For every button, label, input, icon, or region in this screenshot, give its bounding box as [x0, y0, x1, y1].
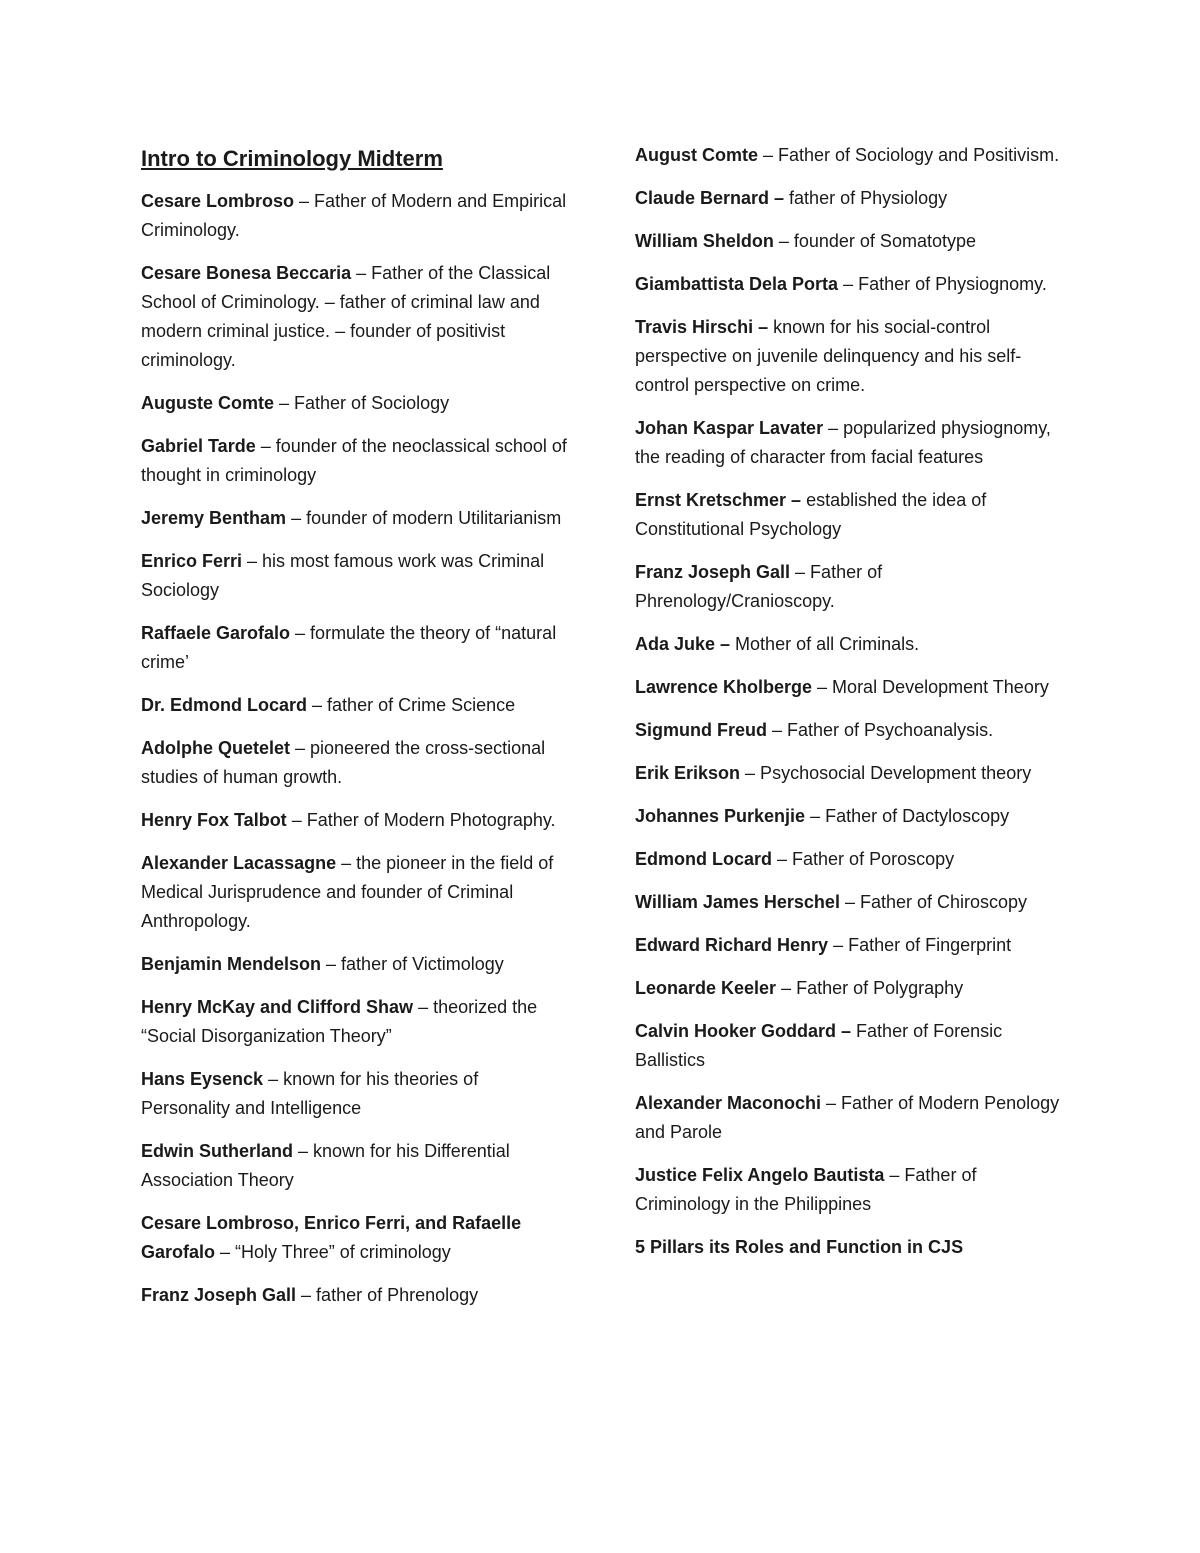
entry-description: – known for his Differential Association Theory — [141, 1141, 510, 1190]
entry-name: Franz Joseph Gall — [141, 1285, 297, 1305]
entry-description: Mother of all Criminals. — [730, 634, 920, 654]
entry-description: – founder of modern Utilitarianism — [286, 508, 562, 528]
entry-description: – pioneered the cross-sectional studies of human growth. — [141, 738, 546, 787]
entry — [141, 389, 571, 418]
entry-name: Franz Joseph Gall — [635, 562, 791, 582]
entry — [635, 630, 1065, 659]
entry-description: – founder of the neoclassical school of thought in criminology — [141, 436, 567, 485]
entry-name: Lawrence Kholberge — [635, 677, 813, 697]
entry-description: – Father of Dactyloscopy — [805, 806, 1010, 826]
entry — [635, 888, 1065, 917]
document-title: Intro to Criminology Midterm — [141, 146, 443, 171]
entry-description: – Father of Phrenology/Cranioscopy. — [635, 562, 883, 611]
entry-description: – theorized the “Social Disorganization Theory” — [141, 997, 538, 1046]
entry — [141, 993, 571, 1051]
entry-name: Cesare Bonesa Beccaria — [141, 263, 352, 283]
entry-name: Ada Juke – — [635, 634, 731, 654]
entry — [635, 141, 1065, 170]
entry — [141, 950, 571, 979]
entry — [141, 734, 571, 792]
entry — [141, 187, 571, 245]
entry-description: – “Holy Three” of criminology — [215, 1242, 451, 1262]
entry — [635, 673, 1065, 702]
entry-name: Ernst Kretschmer – — [635, 490, 802, 510]
entry — [635, 414, 1065, 472]
entry-name: Auguste Comte — [141, 393, 275, 413]
entry — [635, 759, 1065, 788]
entry-name: Sigmund Freud — [635, 720, 767, 740]
entry-name: Justice Felix Angelo Bautista — [635, 1165, 885, 1185]
entry-description: – Father of Chiroscopy — [839, 892, 1028, 912]
entry — [635, 313, 1065, 400]
entry-name: William Sheldon — [635, 231, 774, 251]
entry-description: – Father of Modern Penology and Parole — [635, 1093, 1060, 1142]
entry-description: – popularized physiognomy, the reading of character from facial features — [635, 418, 1051, 467]
entry — [635, 802, 1065, 831]
left-entry-list — [141, 187, 571, 1310]
right-entry-list — [635, 141, 1065, 1219]
entry-description: – Father of Criminology in the Philippines — [635, 1165, 977, 1214]
entry — [635, 1161, 1065, 1219]
entry-description: established the idea of Constitutional Psychology — [635, 490, 987, 539]
entry-name: August Comte — [635, 145, 758, 165]
entry-name: Henry Fox Talbot — [141, 810, 287, 830]
entry-description: – Father of the Classical School of Criminology. – father of criminal law and modern criminal justice. – founder of positivist criminology. — [141, 263, 551, 370]
entry-name: Cesare Lombroso — [141, 191, 295, 211]
entry-name: Edward Richard Henry — [635, 935, 829, 955]
entry-name: Cesare Lombroso, Enrico Ferri, and Rafaelle Garofalo — [141, 1213, 522, 1262]
entry — [635, 270, 1065, 299]
entry-name: Adolphe Quetelet — [141, 738, 291, 758]
entry-description: Father of Forensic Ballistics — [635, 1021, 1003, 1070]
entry-description: – Moral Development Theory — [812, 677, 1049, 697]
entry-name: Claude Bernard – — [635, 188, 785, 208]
entry — [141, 1065, 571, 1123]
entry-name: Edmond Locard — [635, 849, 773, 869]
entry — [635, 716, 1065, 745]
entry-name: Edwin Sutherland — [141, 1141, 294, 1161]
entry — [141, 504, 571, 533]
entry-name: Hans Eysenck — [141, 1069, 264, 1089]
entry-description: – the pioneer in the field of Medical Jurisprudence and founder of Criminal Anthropology. — [141, 853, 554, 931]
entry-name: William James Herschel — [635, 892, 840, 912]
entry-name: Jeremy Bentham — [141, 508, 287, 528]
entry — [635, 227, 1065, 256]
entry-name: Johan Kaspar Lavater — [635, 418, 824, 438]
entry-name: Raffaele Garofalo — [141, 623, 291, 643]
entry — [141, 547, 571, 605]
left-column — [141, 143, 571, 1324]
entry-name: Gabriel Tarde — [141, 436, 256, 456]
entry — [141, 1209, 571, 1267]
entry-description: – founder of Somatotype — [773, 231, 976, 251]
entry-description: – Father of Fingerprint — [828, 935, 1012, 955]
entry-description: – Father of Sociology and Positivism. — [758, 145, 1060, 165]
entry — [635, 558, 1065, 616]
entry-description: – Father of Poroscopy — [772, 849, 955, 869]
entry — [141, 691, 571, 720]
entry-name: Calvin Hooker Goddard – — [635, 1021, 852, 1041]
entry-name: Erik Erikson — [635, 763, 741, 783]
entry — [141, 849, 571, 936]
entry — [141, 619, 571, 677]
entry-description: – his most famous work was Criminal Sociology — [141, 551, 545, 600]
entry-description: – Father of Psychoanalysis. — [767, 720, 994, 740]
entry — [141, 432, 571, 490]
entry — [141, 806, 571, 835]
entry-description: known for his social-control perspective on juvenile delinquency and his self-control perspective on crime. — [635, 317, 1022, 395]
entry-description: – Psychosocial Development theory — [740, 763, 1032, 783]
entry — [141, 1281, 571, 1310]
entry — [141, 259, 571, 375]
entry — [635, 1017, 1065, 1075]
entry-description: – Father of Modern and Empirical Criminology. — [141, 191, 567, 240]
entry-name: Dr. Edmond Locard — [141, 695, 308, 715]
entry-description: – Father of Modern Photography. — [286, 810, 556, 830]
section-heading: 5 Pillars its Roles and Function in CJS — [635, 1237, 964, 1257]
entry — [635, 1089, 1065, 1147]
entry-name: Johannes Purkenjie — [635, 806, 806, 826]
entry-description: father of Physiology — [784, 188, 948, 208]
entry — [635, 845, 1065, 874]
entry — [141, 1137, 571, 1195]
entry — [635, 184, 1065, 213]
entry-name: Alexander Lacassagne — [141, 853, 337, 873]
entry-description: – father of Victimology — [321, 954, 504, 974]
entry-name: Giambattista Dela Porta — [635, 274, 839, 294]
entry-name: Leonarde Keeler — [635, 978, 777, 998]
entry-name: Henry McKay and Clifford Shaw — [141, 997, 414, 1017]
entry — [635, 974, 1065, 1003]
entry-description: – father of Phrenology — [296, 1285, 479, 1305]
entry-name: Enrico Ferri — [141, 551, 243, 571]
entry-description: – Father of Sociology — [274, 393, 450, 413]
entry-description: – father of Crime Science — [307, 695, 516, 715]
entry-description: – formulate the theory of “natural crime’ — [141, 623, 557, 672]
entry — [635, 931, 1065, 960]
entry — [635, 486, 1065, 544]
entry-description: – Father of Polygraphy — [776, 978, 964, 998]
entry-name: Alexander Maconochi — [635, 1093, 822, 1113]
entry-name: Travis Hirschi – — [635, 317, 769, 337]
entry-name: Benjamin Mendelson — [141, 954, 322, 974]
entry-description: – known for his theories of Personality and Intelligence — [141, 1069, 479, 1118]
right-column — [635, 141, 1065, 1276]
entry-description: – Father of Physiognomy. — [838, 274, 1047, 294]
